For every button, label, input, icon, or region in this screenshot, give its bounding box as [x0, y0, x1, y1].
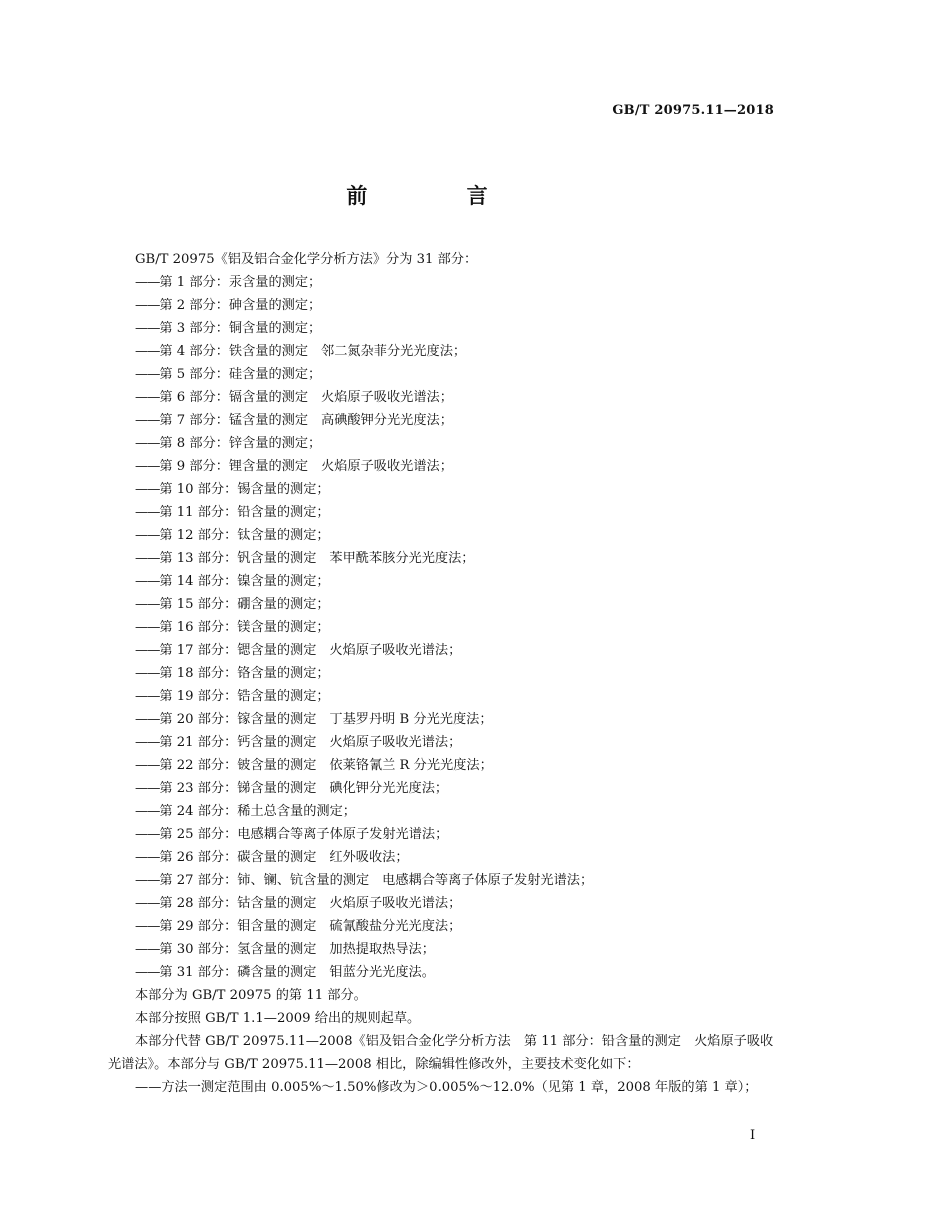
list-dash: ——	[135, 505, 160, 520]
list-item	[108, 570, 776, 593]
list-dash: ——	[135, 643, 160, 658]
part-label: 第 21 部分：	[159, 735, 238, 750]
part-method: 火焰原子吸收光谱法；	[329, 896, 462, 911]
part-label: 第 17 部分：	[159, 643, 238, 658]
page-number: I	[750, 1128, 756, 1143]
part-label: 第 5 部分：	[159, 367, 229, 382]
part-label: 第 1 部分：	[159, 275, 229, 290]
part-label: 第 27 部分：	[159, 873, 238, 888]
list-dash: ——	[135, 850, 160, 865]
list-item	[108, 455, 776, 478]
part-method: 钼蓝分光光度法。	[329, 965, 435, 980]
part-label: 第 30 部分：	[159, 942, 238, 957]
list-item	[108, 363, 776, 386]
drafting-rules-paragraph: 本部分按照 GB/T 1.1—2009 给出的规则起草。	[135, 1011, 421, 1026]
list-dash: ——	[135, 689, 160, 704]
list-dash: ——	[135, 298, 160, 313]
part-name: 钙含量的测定	[237, 735, 317, 750]
list-item	[108, 800, 776, 823]
list-item	[108, 708, 776, 731]
list-dash: ——	[135, 827, 160, 842]
part-method: 火焰原子吸收光谱法；	[329, 735, 462, 750]
part-method: 高碘酸钾分光光度法；	[321, 413, 453, 428]
part-name: 锡含量的测定；	[237, 482, 330, 497]
list-dash: ——	[135, 873, 160, 888]
part-name: 锆含量的测定；	[237, 689, 330, 704]
list-item	[108, 616, 776, 639]
part-label: 第 12 部分：	[159, 528, 238, 543]
list-dash: ——	[135, 666, 160, 681]
change-list-item: ——方法一测定范围由 0.005%～1.50%修改为＞0.005%～12.0%（见第 1 章，2008 年版的第 1 章）；	[135, 1080, 758, 1095]
part-name: 硼含量的测定；	[237, 597, 330, 612]
list-item	[108, 662, 776, 685]
list-dash: ——	[135, 942, 160, 957]
part-name: 镁含量的测定；	[237, 620, 330, 635]
document-number: GB/T 20975.11—2018	[612, 103, 774, 118]
part-label: 第 31 部分：	[159, 965, 238, 980]
list-item	[108, 915, 776, 938]
part-method: 火焰原子吸收光谱法；	[321, 459, 453, 474]
part-method: 邻二氮杂菲分光光度法；	[321, 344, 467, 359]
part-name: 氢含量的测定	[237, 942, 317, 957]
part-name: 铈、镧、钪含量的测定	[237, 873, 370, 888]
part-name: 镓含量的测定	[237, 712, 317, 727]
part-method: 火焰原子吸收光谱法；	[329, 643, 462, 658]
part-name: 锰含量的测定	[228, 413, 309, 428]
list-item	[108, 731, 776, 754]
part-label: 第 25 部分：	[159, 827, 238, 842]
part-label: 第 6 部分：	[159, 390, 229, 405]
list-item	[108, 386, 776, 409]
list-dash: ——	[135, 436, 160, 451]
part-label: 第 20 部分：	[159, 712, 238, 727]
list-dash: ——	[135, 528, 160, 543]
part-name: 砷含量的测定；	[228, 298, 322, 313]
replacement-paragraph: 本部分代替 GB/T 20975.11—2008《铝及铝合金化学分析方法 第 11 部分：铅含量的测定 火焰原子吸收光谱法》。本部分与 GB/T 20975.11—2008 相比，除编辑性修改外，主要技术变化如下：	[108, 1034, 774, 1072]
part-of-paragraph: 本部分为 GB/T 20975 的第 11 部分。	[135, 988, 367, 1003]
list-dash: ——	[135, 620, 160, 635]
part-method: 丁基罗丹明 B 分光光度法；	[329, 712, 493, 727]
part-label: 第 8 部分：	[159, 436, 229, 451]
list-dash: ——	[135, 413, 160, 428]
list-dash: ——	[135, 781, 160, 796]
list-dash: ——	[135, 896, 160, 911]
part-label: 第 26 部分：	[159, 850, 238, 865]
list-item	[108, 685, 776, 708]
list-item	[108, 501, 776, 524]
list-dash: ——	[135, 574, 160, 589]
part-name: 铜含量的测定；	[228, 321, 322, 336]
part-name: 锌含量的测定；	[228, 436, 322, 451]
part-method: 加热提取热导法；	[329, 942, 435, 957]
part-method: 苯甲酰苯胲分光光度法；	[329, 551, 475, 566]
list-dash: ——	[135, 804, 160, 819]
part-name: 锂含量的测定	[228, 459, 309, 474]
parts-list	[108, 271, 776, 984]
part-name: 锶含量的测定	[237, 643, 317, 658]
part-label: 第 3 部分：	[159, 321, 229, 336]
list-item	[108, 823, 776, 846]
list-dash: ——	[135, 390, 160, 405]
part-method: 电感耦合等离子体原子发射光谱法；	[382, 873, 594, 888]
list-dash: ——	[135, 758, 160, 773]
part-name: 钴含量的测定	[237, 896, 317, 911]
part-name: 镉含量的测定	[228, 390, 309, 405]
part-name: 钛含量的测定；	[237, 528, 330, 543]
part-label: 第 19 部分：	[159, 689, 238, 704]
part-label: 第 13 部分：	[159, 551, 238, 566]
list-dash: ——	[135, 344, 160, 359]
list-dash: ——	[135, 482, 160, 497]
list-item	[108, 938, 776, 961]
part-label: 第 14 部分：	[159, 574, 238, 589]
part-method: 红外吸收法；	[329, 850, 409, 865]
list-item	[108, 271, 776, 294]
list-dash: ——	[135, 459, 160, 474]
list-item	[108, 478, 776, 501]
list-dash: ——	[135, 597, 160, 612]
part-label: 第 15 部分：	[159, 597, 238, 612]
part-label: 第 23 部分：	[159, 781, 238, 796]
part-name: 磷含量的测定	[237, 965, 317, 980]
list-dash: ——	[135, 919, 160, 934]
list-dash: ——	[135, 321, 160, 336]
part-method: 碘化钾分光光度法；	[329, 781, 449, 796]
list-dash: ——	[135, 735, 160, 750]
list-item	[108, 340, 776, 363]
list-item	[108, 961, 776, 984]
part-method: 依莱铬氰兰 R 分光光度法；	[329, 758, 493, 773]
part-label: 第 29 部分：	[159, 919, 238, 934]
list-dash: ——	[135, 367, 160, 382]
part-name: 锑含量的测定	[237, 781, 317, 796]
part-name: 铅含量的测定；	[237, 505, 330, 520]
part-label: 第 22 部分：	[159, 758, 238, 773]
part-label: 第 28 部分：	[159, 896, 238, 911]
list-item	[108, 294, 776, 317]
part-method: 火焰原子吸收光谱法；	[321, 390, 453, 405]
list-item	[108, 754, 776, 777]
list-item	[108, 777, 776, 800]
list-dash: ——	[135, 275, 160, 290]
part-label: 第 10 部分：	[159, 482, 238, 497]
part-name: 铬含量的测定；	[237, 666, 330, 681]
part-name: 铍含量的测定	[237, 758, 317, 773]
part-label: 第 16 部分：	[159, 620, 238, 635]
list-item	[108, 892, 776, 915]
list-dash: ——	[135, 965, 160, 980]
part-label: 第 9 部分：	[159, 459, 229, 474]
part-method: 硫氰酸盐分光光度法；	[329, 919, 462, 934]
list-dash: ——	[135, 712, 160, 727]
list-item	[108, 869, 776, 892]
part-name: 镍含量的测定；	[237, 574, 330, 589]
list-item	[108, 432, 776, 455]
part-label: 第 7 部分：	[159, 413, 229, 428]
part-name: 铁含量的测定	[228, 344, 309, 359]
part-label: 第 24 部分：	[159, 804, 238, 819]
part-label: 第 11 部分：	[159, 505, 238, 520]
page-title: 前 言	[346, 183, 534, 208]
foreword-body	[108, 248, 776, 1099]
list-item	[108, 547, 776, 570]
part-label: 第 2 部分：	[159, 298, 229, 313]
part-name: 汞含量的测定；	[228, 275, 322, 290]
list-item	[108, 317, 776, 340]
part-name: 稀土总含量的测定；	[237, 804, 356, 819]
part-label: 第 4 部分：	[159, 344, 229, 359]
list-item	[108, 846, 776, 869]
part-name: 碳含量的测定	[237, 850, 317, 865]
part-name: 钒含量的测定	[237, 551, 317, 566]
list-item	[108, 593, 776, 616]
part-label: 第 18 部分：	[159, 666, 238, 681]
intro-paragraph: GB/T 20975《铝及铝合金化学分析方法》分为 31 部分：	[135, 252, 478, 267]
part-name: 硅含量的测定；	[228, 367, 322, 382]
list-item	[108, 639, 776, 662]
list-dash: ——	[135, 551, 160, 566]
list-item	[108, 409, 776, 432]
list-item	[108, 524, 776, 547]
part-name: 钼含量的测定	[237, 919, 317, 934]
part-name: 电感耦合等离子体原子发射光谱法；	[237, 827, 449, 842]
